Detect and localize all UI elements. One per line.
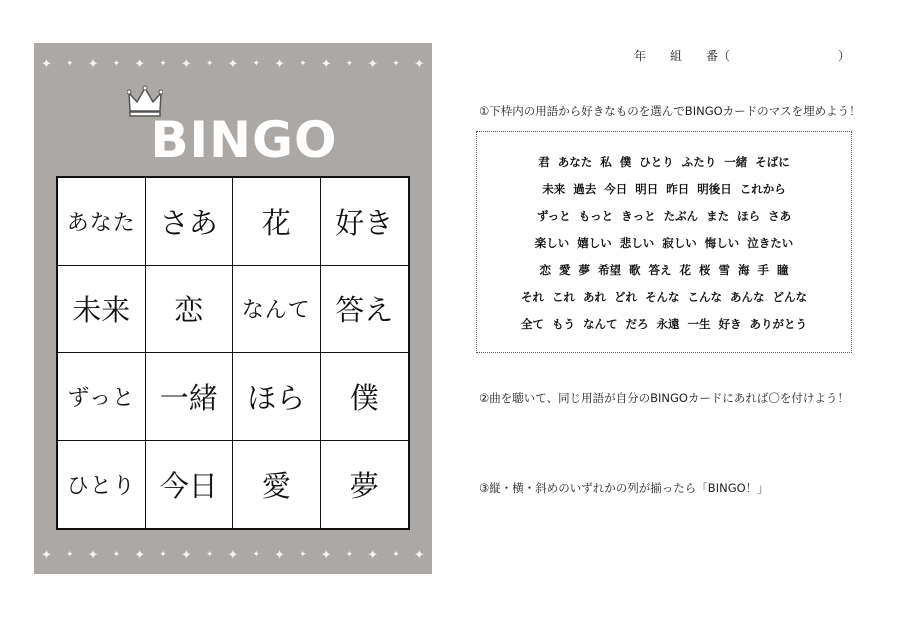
- word-list-row: [477, 262, 851, 278]
- word-list-box: [476, 131, 852, 353]
- bingo-cell[interactable]: ひとり: [58, 441, 146, 529]
- word-item: たぶん: [663, 209, 699, 223]
- name-field-line: 年 組 番（ ）: [634, 49, 851, 63]
- word-item: ありがとう: [749, 317, 807, 331]
- word-item: 一生: [687, 317, 711, 331]
- word-item: 明後日: [697, 182, 732, 196]
- word-item: 今日: [604, 182, 628, 196]
- word-list-row: [477, 154, 851, 170]
- word-item: 楽しい: [534, 236, 570, 250]
- bingo-cell[interactable]: 愛: [233, 441, 321, 529]
- word-list-row: [477, 181, 851, 197]
- word-item: 悔しい: [704, 236, 740, 250]
- word-item: 恋: [539, 263, 551, 277]
- bingo-cell[interactable]: 答え: [321, 266, 409, 354]
- instruction-step-3: ③縦・横・斜めのいずれかの列が揃ったら「BINGO！」: [479, 481, 769, 495]
- word-item: どんな: [772, 290, 807, 304]
- word-item: そんな: [645, 290, 680, 304]
- word-item: 過去: [573, 182, 597, 196]
- bingo-cell[interactable]: ずっと: [58, 353, 146, 441]
- word-list-row: [477, 316, 851, 332]
- word-item: あれ: [583, 290, 606, 304]
- word-item: また: [706, 209, 730, 223]
- word-item: あんな: [730, 290, 765, 304]
- word-item: 歌: [629, 263, 641, 277]
- word-list-row: [477, 289, 851, 305]
- word-item: 希望: [598, 263, 621, 277]
- word-item: 全て: [521, 317, 544, 331]
- bingo-grid: [56, 176, 410, 530]
- word-item: 君: [538, 155, 550, 169]
- bingo-cell[interactable]: さあ: [146, 178, 234, 266]
- word-item: 僕: [619, 155, 632, 169]
- word-item: 一緒: [724, 155, 748, 169]
- bingo-cell[interactable]: なんて: [233, 266, 321, 354]
- bingo-cell[interactable]: 恋: [146, 266, 234, 354]
- word-item: 悲しい: [619, 236, 655, 250]
- word-item: 嬉しい: [577, 236, 612, 250]
- word-item: それ: [521, 290, 544, 304]
- instruction-step-1: ①下枠内の用語から好きなものを選んでBINGOカードのマスを埋めよう！: [479, 104, 861, 118]
- bingo-cell[interactable]: 花: [233, 178, 321, 266]
- word-item: どれ: [614, 290, 637, 304]
- bingo-cell[interactable]: 僕: [321, 353, 409, 441]
- word-item: 雪: [718, 263, 730, 277]
- bingo-cell[interactable]: ほら: [233, 353, 321, 441]
- word-item: 永遠: [656, 317, 680, 331]
- word-item: なんて: [583, 317, 618, 331]
- bingo-cell[interactable]: 未来: [58, 266, 146, 354]
- bingo-cell[interactable]: 今日: [146, 441, 234, 529]
- word-item: ひとり: [639, 155, 674, 169]
- word-item: さあ: [768, 209, 792, 223]
- instruction-step-2: ②曲を聴いて、同じ用語が自分のBINGOカードにあれば〇を付けよう！: [479, 391, 849, 405]
- word-item: これから: [739, 182, 786, 196]
- word-item: ずっと: [536, 209, 571, 223]
- word-item: もう: [552, 317, 575, 331]
- word-item: 海: [738, 263, 750, 277]
- word-item: 寂しい: [662, 236, 697, 250]
- word-item: 私: [600, 155, 612, 169]
- word-item: 答え: [648, 263, 672, 277]
- bingo-cell[interactable]: 好き: [321, 178, 409, 266]
- word-item: 好き: [718, 317, 742, 331]
- word-item: 泣きたい: [747, 236, 794, 250]
- word-item: もっと: [578, 209, 614, 223]
- word-item: 花: [679, 263, 691, 277]
- bingo-card: [34, 43, 432, 574]
- word-item: ふたり: [681, 155, 717, 169]
- word-item: 未来: [542, 182, 566, 196]
- word-item: 桜: [699, 263, 711, 277]
- word-item: だろ: [625, 317, 649, 331]
- word-item: 昨日: [666, 182, 690, 196]
- bingo-title: BINGO: [150, 111, 338, 169]
- word-list-row: [477, 208, 851, 224]
- star-border-bottom: ✦ ✦ ✦ ✦ ✦ ✦ ✦ ✦ ✦ ✦ ✦ ✦ ✦ ✦ ✦ ✦ ✦: [41, 547, 425, 563]
- bingo-cell[interactable]: あなた: [58, 178, 146, 266]
- star-border-top: ✦ ✦ ✦ ✦ ✦ ✦ ✦ ✦ ✦ ✦ ✦ ✦ ✦ ✦ ✦ ✦ ✦: [41, 56, 425, 72]
- word-item: 愛: [559, 263, 571, 277]
- word-item: 明日: [635, 182, 659, 196]
- word-list-row: [477, 235, 851, 251]
- word-item: 夢: [578, 263, 590, 277]
- word-item: あなた: [557, 155, 593, 169]
- word-item: ほら: [737, 209, 761, 223]
- bingo-cell[interactable]: 夢: [349, 468, 379, 503]
- word-item: 瞳: [777, 263, 789, 277]
- word-item: こんな: [687, 290, 722, 304]
- word-item: そばに: [755, 155, 790, 169]
- word-item: これ: [552, 290, 575, 304]
- bingo-cell[interactable]: 一緒: [146, 353, 234, 441]
- word-item: きっと: [621, 209, 656, 223]
- word-item: 手: [757, 263, 769, 277]
